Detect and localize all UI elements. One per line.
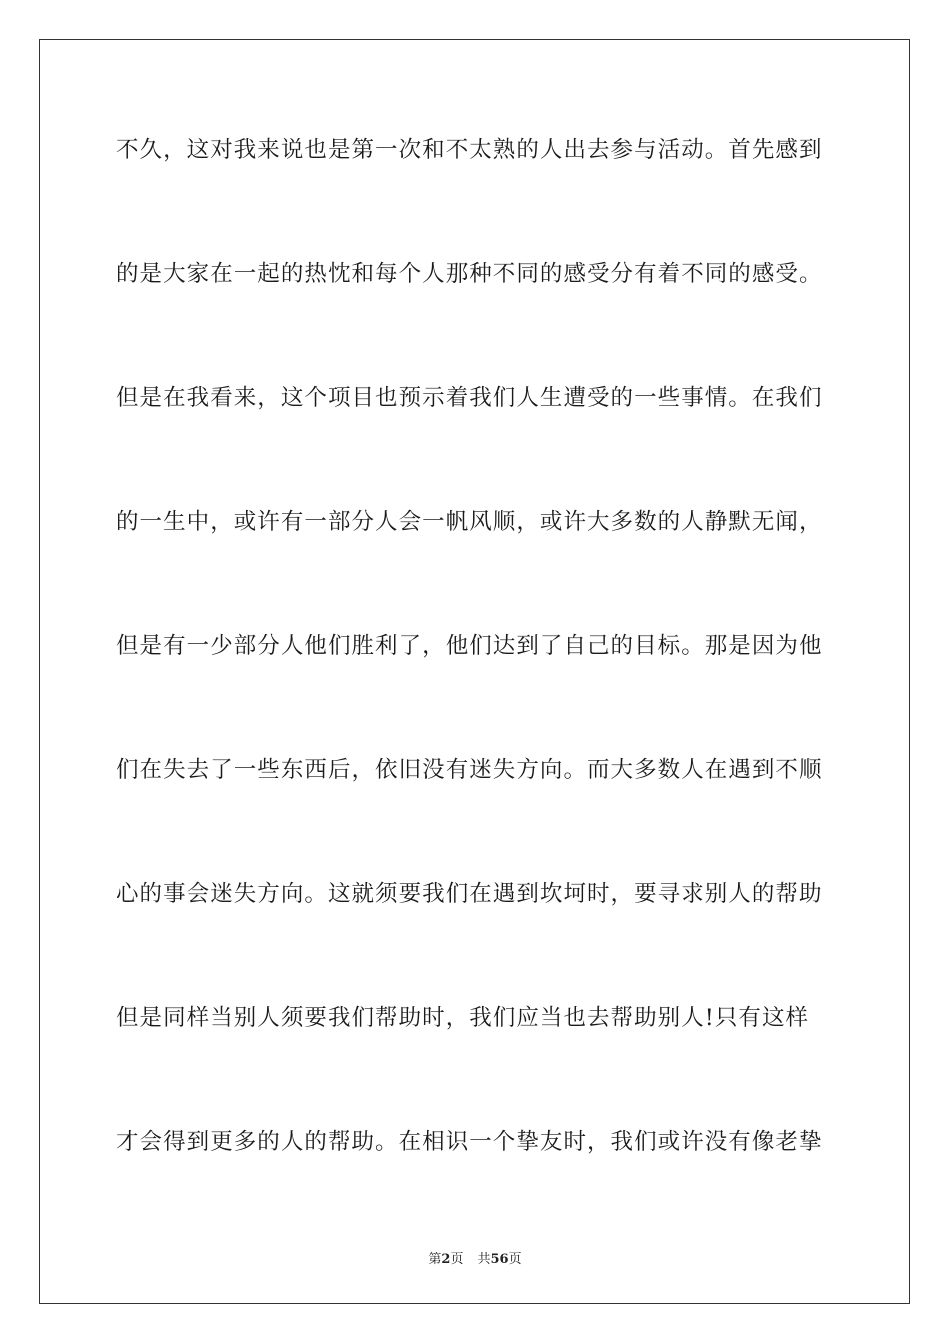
- total-label-suffix: 页: [508, 1252, 522, 1267]
- text-line: 的是大家在一起的热忱和每个人那种不同的感受分有着不同的感受。: [116, 261, 823, 287]
- text-line: 不久，这对我来说也是第一次和不太熟的人出去参与活动。首先感到: [116, 137, 823, 163]
- page-footer: [0, 1248, 950, 1267]
- text-line: 的一生中，或许有一部分人会一帆风顺，或许大多数的人静默无闻，: [116, 509, 823, 535]
- total-label-prefix: 共: [477, 1252, 491, 1267]
- text-line: 们在失去了一些东西后，依旧没有迷失方向。而大多数人在遇到不顺: [116, 757, 823, 783]
- text-line: 但是有一少部分人他们胜利了，他们达到了自己的目标。那是因为他: [116, 633, 823, 659]
- page-number: 2: [441, 1252, 451, 1267]
- page-label-suffix: 页: [450, 1252, 464, 1267]
- text-line: 才会得到更多的人的帮助。在相识一个挚友时，我们或许没有像老挚: [116, 1129, 823, 1155]
- document-body: [116, 128, 836, 1244]
- text-line: 但是在我看来，这个项目也预示着我们人生遭受的一些事情。在我们: [116, 385, 823, 411]
- text-line: 但是同样当别人须要我们帮助时，我们应当也去帮助别人!只有这样: [116, 1005, 810, 1031]
- text-line: 心的事会迷失方向。这就须要我们在遇到坎坷时，要寻求别人的帮助: [116, 881, 823, 907]
- total-pages: 56: [490, 1252, 509, 1267]
- page-label-prefix: 第: [428, 1252, 442, 1267]
